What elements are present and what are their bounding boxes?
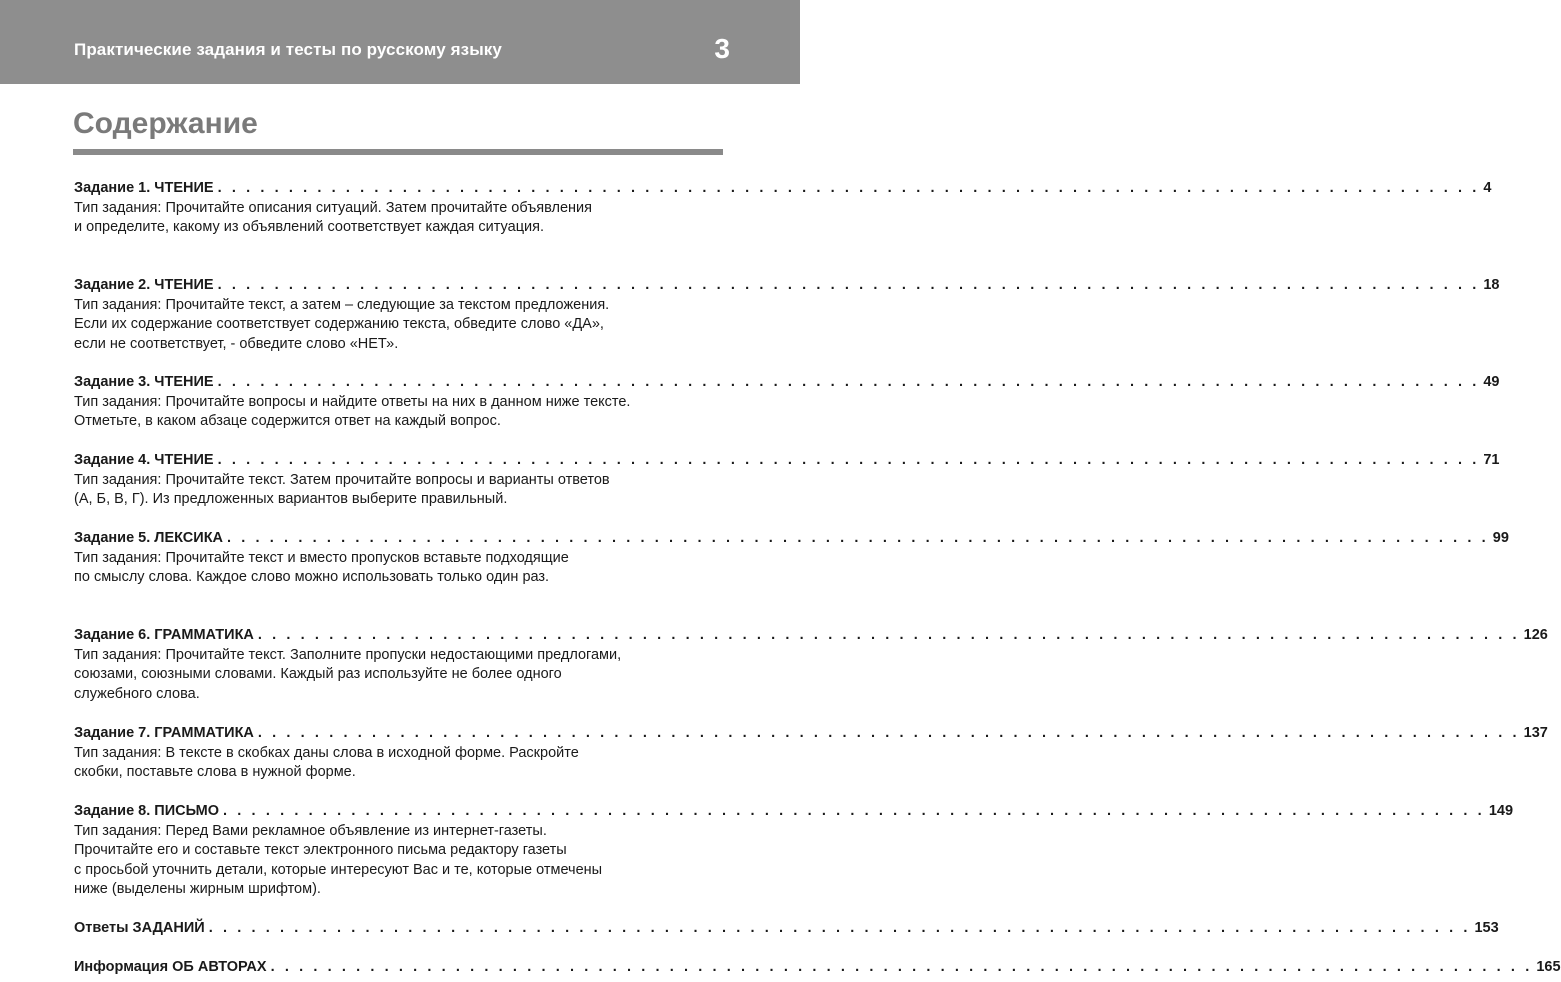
toc-description-line: Тип задания: Прочитайте текст. Затем прочитайте вопросы и варианты ответов bbox=[74, 471, 610, 488]
toc-heading-line[interactable] bbox=[74, 276, 1500, 296]
header-bar bbox=[0, 0, 800, 84]
toc-description-line: (А, Б, В, Г). Из предложенных вариантов выберите правильный. bbox=[74, 491, 508, 507]
toc-page-number[interactable]: 4 bbox=[1483, 180, 1492, 196]
dot-leader: . . . . . . . . . . . . . . . . . . . . . . . . . . . . . . . . . . . . . . . . . . . . . . . . . . . . . . . . . . . . . . . . . . . . . . . . . . . . . . . . . . . . . . . . . bbox=[217, 452, 1480, 468]
toc-entry-label[interactable]: Ответы ЗАДАНИЙ bbox=[74, 920, 205, 936]
toc-page-number[interactable]: 99 bbox=[1492, 530, 1509, 546]
toc-heading-line[interactable] bbox=[74, 958, 1561, 978]
toc-entry-label[interactable]: Информация ОБ АВТОРАХ bbox=[74, 959, 267, 975]
toc-page-number[interactable]: 153 bbox=[1474, 920, 1499, 936]
toc-page-number[interactable]: 149 bbox=[1488, 803, 1514, 819]
toc-description-line: Тип задания: Прочитайте текст и вместо пропусков вставьте подходящие bbox=[74, 549, 569, 566]
toc-description-line: Тип задания: В тексте в скобках даны слова в исходной форме. Раскройте bbox=[74, 744, 579, 761]
toc-description-line: скобки, поставьте слова в нужной форме. bbox=[74, 764, 356, 780]
toc-description-line: по смыслу слова. Каждое слово можно использовать только один раз. bbox=[74, 569, 550, 585]
running-header-title: Практические задания и тесты по русскому языку bbox=[74, 40, 502, 59]
toc-page-number[interactable]: 165 bbox=[1536, 959, 1561, 975]
toc-entry[interactable] bbox=[74, 276, 1500, 354]
toc-description-line: Тип задания: Прочитайте текст. Заполните пропуски недостающими предлогами, bbox=[74, 646, 622, 663]
toc-page-number[interactable]: 126 bbox=[1523, 627, 1548, 643]
toc-entry-label[interactable]: Задание 4. ЧТЕНИЕ bbox=[74, 452, 214, 468]
toc-entry-label[interactable]: Задание 5. ЛЕКСИКА bbox=[74, 530, 224, 546]
toc-description-line: служебного слова. bbox=[74, 685, 200, 702]
toc-entry-label[interactable]: Задание 2. ЧТЕНИЕ bbox=[74, 277, 214, 293]
dot-leader: . . . . . . . . . . . . . . . . . . . . . . . . . . . . . . . . . . . . . . . . . . . . . . . . . . . . . . . . . . . . . . . . . . . . . . . . . . . . . . . . . . . . . . . . . bbox=[217, 374, 1480, 390]
toc-entry-label[interactable]: Задание 7. ГРАММАТИКА bbox=[74, 725, 254, 741]
toc-heading-line[interactable] bbox=[74, 179, 1492, 199]
toc-heading-line[interactable] bbox=[74, 373, 1500, 393]
toc-entry[interactable] bbox=[74, 802, 1514, 900]
toc-page-number[interactable]: 49 bbox=[1483, 374, 1500, 390]
toc-heading-line[interactable] bbox=[74, 529, 1509, 549]
toc-description-line: Отметьте, в каком абзаце содержится ответ на каждый вопрос. bbox=[74, 413, 501, 429]
toc-description-line: Прочитайте его и составьте текст электронного письма редактору газеты bbox=[74, 842, 567, 858]
toc-description-line: Тип задания: Прочитайте описания ситуаций. Затем прочитайте объявления bbox=[74, 199, 592, 216]
toc-entry[interactable] bbox=[74, 724, 1548, 783]
toc-description-line: Тип задания: Прочитайте текст, а затем – следующие за текстом предложения. bbox=[74, 296, 610, 313]
toc-entry[interactable] bbox=[74, 179, 1492, 238]
toc-heading-line[interactable] bbox=[74, 451, 1500, 471]
toc-page-number[interactable]: 137 bbox=[1523, 725, 1548, 741]
toc-entry[interactable] bbox=[74, 919, 1499, 939]
dot-leader: . . . . . . . . . . . . . . . . . . . . . . . . . . . . . . . . . . . . . . . . . . . . . . . . . . . . . . . . . . . . . . . . . . . . . . . . . . . . . . . . . . . . . . . . . bbox=[223, 803, 1485, 819]
toc-heading-line[interactable] bbox=[74, 724, 1548, 744]
dot-leader: . . . . . . . . . . . . . . . . . . . . . . . . . . . . . . . . . . . . . . . . . . . . . . . . . . . . . . . . . . . . . . . . . . . . . . . . . . . . . . . . . . . . . . . . . bbox=[217, 277, 1480, 293]
toc-entry-label[interactable]: Задание 3. ЧТЕНИЕ bbox=[74, 374, 214, 390]
toc-entry[interactable] bbox=[74, 373, 1500, 432]
toc-description-line: Тип задания: Перед Вами рекламное объявление из интернет-газеты. bbox=[74, 822, 547, 839]
dot-leader: . . . . . . . . . . . . . . . . . . . . . . . . . . . . . . . . . . . . . . . . . . . . . . . . . . . . . . . . . . . . . . . . . . . . . . . . . . . . . . . . . . . . . . . . . bbox=[257, 627, 1520, 643]
toc-description-line: ниже (выделены жирным шрифтом). bbox=[74, 881, 321, 897]
toc-description-line: Тип задания: Прочитайте вопросы и найдите ответы на них в данном ниже тексте. bbox=[74, 393, 631, 410]
toc-description-line: Если их содержание соответствует содержанию текста, обведите слово «ДА», bbox=[74, 316, 604, 332]
dot-leader: . . . . . . . . . . . . . . . . . . . . . . . . . . . . . . . . . . . . . . . . . . . . . . . . . . . . . . . . . . . . . . . . . . . . . . . . . . . . . . . . . . . . . . . . . bbox=[257, 725, 1520, 741]
toc-entry[interactable] bbox=[74, 626, 1548, 704]
toc-page-number[interactable]: 71 bbox=[1483, 452, 1500, 468]
toc-entry-label[interactable]: Задание 1. ЧТЕНИЕ bbox=[74, 180, 214, 196]
toc-entry-label[interactable]: Задание 6. ГРАММАТИКА bbox=[74, 627, 254, 643]
toc-description-line: и определите, какому из объявлений соответствует каждая ситуация. bbox=[74, 219, 544, 235]
page-number: 3 bbox=[714, 33, 730, 64]
toc-entry[interactable] bbox=[74, 529, 1509, 588]
page-title: Содержание bbox=[73, 107, 258, 140]
toc-entry[interactable] bbox=[74, 958, 1561, 978]
toc-description-line: если не соответствует, - обведите слово «НЕТ». bbox=[74, 335, 399, 352]
toc-entry-label[interactable]: Задание 8. ПИСЬМО bbox=[74, 803, 220, 819]
dot-leader: . . . . . . . . . . . . . . . . . . . . . . . . . . . . . . . . . . . . . . . . . . . . . . . . . . . . . . . . . . . . . . . . . . . . . . . . . . . . . . . . . . . . . . . . . bbox=[208, 920, 1471, 936]
toc-heading-line[interactable] bbox=[74, 919, 1499, 939]
toc-description-line: союзами, союзными словами. Каждый раз используйте не более одного bbox=[74, 666, 562, 682]
dot-leader: . . . . . . . . . . . . . . . . . . . . . . . . . . . . . . . . . . . . . . . . . . . . . . . . . . . . . . . . . . . . . . . . . . . . . . . . . . . . . . . . . . . . . . . . . bbox=[227, 530, 1489, 546]
dot-leader: . . . . . . . . . . . . . . . . . . . . . . . . . . . . . . . . . . . . . . . . . . . . . . . . . . . . . . . . . . . . . . . . . . . . . . . . . . . . . . . . . . . . . . . . . bbox=[217, 180, 1480, 196]
toc-page-number[interactable]: 18 bbox=[1483, 277, 1500, 293]
toc-description-line: с просьбой уточнить детали, которые интересуют Вас и те, которые отмечены bbox=[74, 861, 603, 878]
title-rule bbox=[73, 149, 723, 155]
toc-heading-line[interactable] bbox=[74, 626, 1548, 646]
dot-leader: . . . . . . . . . . . . . . . . . . . . . . . . . . . . . . . . . . . . . . . . . . . . . . . . . . . . . . . . . . . . . . . . . . . . . . . . . . . . . . . . . . . . . . . . . bbox=[270, 959, 1533, 975]
toc-heading-line[interactable] bbox=[74, 802, 1514, 822]
toc-entry[interactable] bbox=[74, 451, 1500, 510]
